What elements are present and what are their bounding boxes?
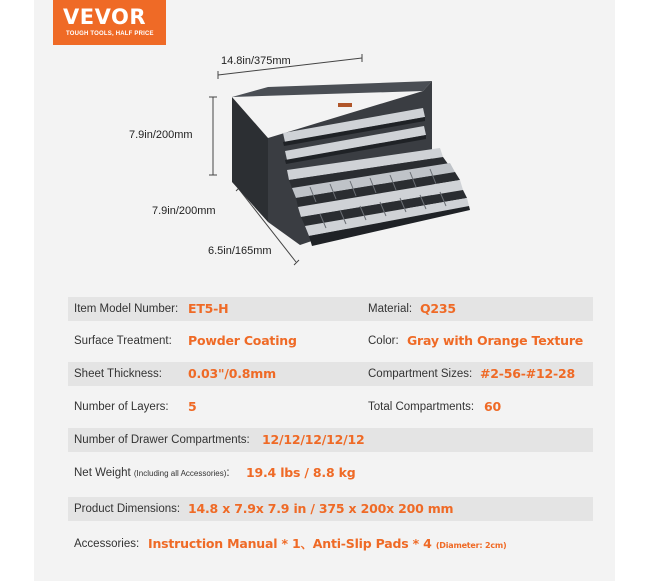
orange-label — [338, 103, 352, 107]
color-value: Gray with Orange Texture — [407, 333, 584, 348]
model-label: Item Model Number: — [74, 303, 179, 315]
spec-row-model — [68, 297, 593, 321]
weight-value: 19.4 lbs / 8.8 kg — [246, 465, 356, 480]
brand-tagline: TOUGH TOOLS, HALF PRICE — [66, 31, 154, 37]
dimension-width: 14.8in/375mm — [221, 55, 291, 67]
product-dims-label: Product Dimensions: — [74, 503, 181, 515]
total-compartments-value: 60 — [484, 399, 501, 414]
spec-row-drawer-compartments — [68, 428, 593, 452]
dimension-depth: 6.5in/165mm — [208, 245, 272, 257]
spec-row-layers — [68, 395, 593, 419]
dimension-height-front: 7.9in/200mm — [152, 205, 216, 217]
product-dims-value: 14.8 x 7.9x 7.9 in / 375 x 200x 200 mm — [188, 501, 454, 516]
model-value: ET5-H — [188, 301, 229, 316]
weight-colon: : — [226, 467, 230, 479]
compartment-sizes-value: #2-56-#12-28 — [480, 366, 575, 381]
layers-value: 5 — [188, 399, 197, 414]
material-value: Q235 — [420, 301, 456, 316]
spec-row-thickness — [68, 362, 593, 386]
weight-label: Net Weight — [74, 467, 131, 479]
drawer-compartments-value: 12/12/12/12/12 — [262, 432, 365, 447]
surface-label: Surface Treatment: — [74, 335, 172, 347]
brand-name: VEVOR — [63, 5, 147, 29]
spec-row-product-dimensions — [68, 497, 593, 521]
spec-row-accessories — [68, 532, 593, 556]
surface-value: Powder Coating — [188, 333, 297, 348]
drawer-compartments-label: Number of Drawer Compartments: — [74, 434, 250, 446]
spec-row-weight — [68, 461, 593, 485]
weight-note: (Including all Accessories) — [133, 469, 227, 478]
layers-label: Number of Layers: — [74, 401, 169, 413]
compartment-sizes-label: Compartment Sizes: — [368, 368, 473, 380]
thickness-value: 0.03"/0.8mm — [188, 366, 276, 381]
total-compartments-label: Total Compartments: — [368, 401, 475, 413]
dimension-height-back: 7.9in/200mm — [129, 129, 193, 141]
thickness-label: Sheet Thickness: — [74, 368, 163, 380]
material-label: Material: — [368, 303, 413, 315]
color-label: Color: — [368, 335, 399, 347]
spec-row-surface — [68, 329, 593, 353]
weight-label-group — [74, 461, 230, 486]
accessories-value-group — [148, 532, 507, 558]
accessories-value: Instruction Manual * 1、Anti-Slip Pads * 4 — [148, 536, 432, 551]
accessories-label: Accessories: — [74, 538, 140, 550]
cabinet-top — [232, 81, 432, 97]
accessories-note: (Diameter: 2cm) — [435, 541, 507, 550]
drawer-cabinet-illustration — [0, 0, 650, 290]
spec-table — [68, 291, 593, 559]
